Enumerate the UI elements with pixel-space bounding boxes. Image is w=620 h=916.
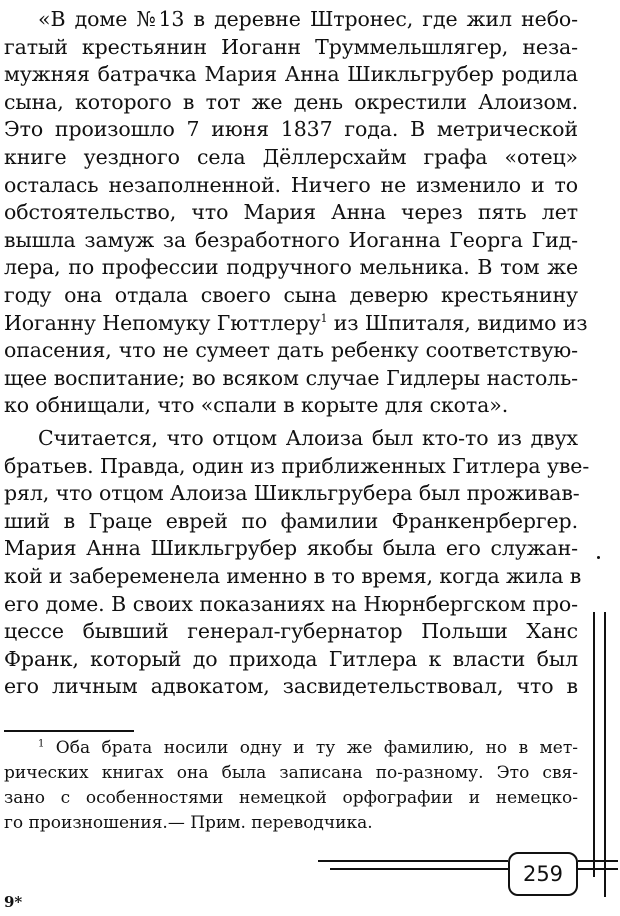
text-line: рял, что отцом Алоиза Шикльгрубера был проживав-	[4, 481, 580, 506]
footnote	[4, 736, 578, 836]
paragraph-2	[4, 425, 590, 701]
text-line: Это произошло 7 июня 1837 года. В метрической	[4, 117, 578, 142]
text-line: ко обнищали, что «спали в корыте для скота».	[4, 393, 509, 418]
text-line: его личным адвокатом, засвидетельствовал, что в	[4, 674, 578, 699]
text-line-with-footnote	[4, 310, 588, 338]
text-line: ший в Граце еврей по фамилии Франкенрбергер.	[4, 508, 578, 533]
text-line: «В доме №13 в деревне Штронес, где жил небо-	[38, 7, 578, 31]
text-line: вышла замуж за безработного Иоганна Георга Гид-	[4, 227, 578, 252]
ornament-rule	[318, 860, 508, 862]
text-line: Мария Анна Шикльгрубер якобы была его служан-	[4, 536, 578, 561]
text-line: лера, по профессии подручного мельника. В том же	[4, 255, 578, 280]
footnote-line: зано с особенностями немецкой орфографии и немецко-	[4, 788, 578, 808]
ornament-rule	[330, 868, 508, 870]
footnote-line: рических книгах она была записана по-разному. Это свя-	[4, 763, 578, 783]
text-line: книге уездного села Дёллерсхайм графа «отец»	[4, 144, 578, 169]
margin-rule	[604, 612, 606, 897]
footnote-separator	[4, 730, 134, 732]
signature-mark: 9*	[4, 893, 23, 911]
text-line: кой и забеременела именно в то время, когда жила в	[4, 563, 582, 588]
text-line: осталась незаполненной. Ничего не изменило и то	[4, 172, 578, 197]
footnote-line: го произношения.— Прим. переводчика.	[4, 813, 373, 833]
margin-rule	[593, 612, 595, 877]
text-line: цессе бывший генерал-губернатор Польши Ханс	[4, 619, 578, 644]
stray-dot	[597, 556, 600, 559]
text-line: сына, которого в тот же день окрестили Алоизом.	[4, 89, 578, 114]
paragraph-1	[4, 6, 588, 420]
text-line: обстоятельство, что Мария Анна через пять лет	[4, 200, 578, 225]
ornament-rule	[578, 868, 618, 870]
footnote-mark: 1	[38, 738, 45, 750]
text-segment: Иоганну Непомуку Гюттлеру	[4, 310, 321, 335]
text-line: его доме. В своих показаниях на Нюрнбергском про-	[4, 591, 578, 616]
page-number: 259	[508, 852, 578, 896]
text-line: братьев. Правда, один из приближенных Гитлера уве-	[4, 453, 590, 478]
text-line: гатый крестьянин Иоганн Труммельшлягер, неза-	[4, 34, 578, 59]
text-line: мужняя батрачка Мария Анна Шикльгрубер родила	[4, 62, 578, 87]
ornament-rule	[578, 860, 618, 862]
text-line: Франк, который до прихода Гитлера к власти был	[4, 646, 578, 671]
footnote-reference[interactable]: 1	[320, 311, 328, 325]
text-line: году она отдала своего сына деверю крестьянину	[4, 282, 578, 307]
text-line: щее воспитание; во всяком случае Гидлеры настоль-	[4, 365, 578, 390]
text-segment: из Шпиталя, видимо из	[333, 310, 588, 335]
text-segment: Оба брата носили одну и ту же фамилию, но в мет-	[55, 738, 578, 758]
text-line: Считается, что отцом Алоиза был кто-то из двух	[38, 426, 578, 450]
footnote-line	[4, 736, 578, 761]
text-line: опасения, что не сумеет дать ребенку соответствую-	[4, 338, 578, 363]
